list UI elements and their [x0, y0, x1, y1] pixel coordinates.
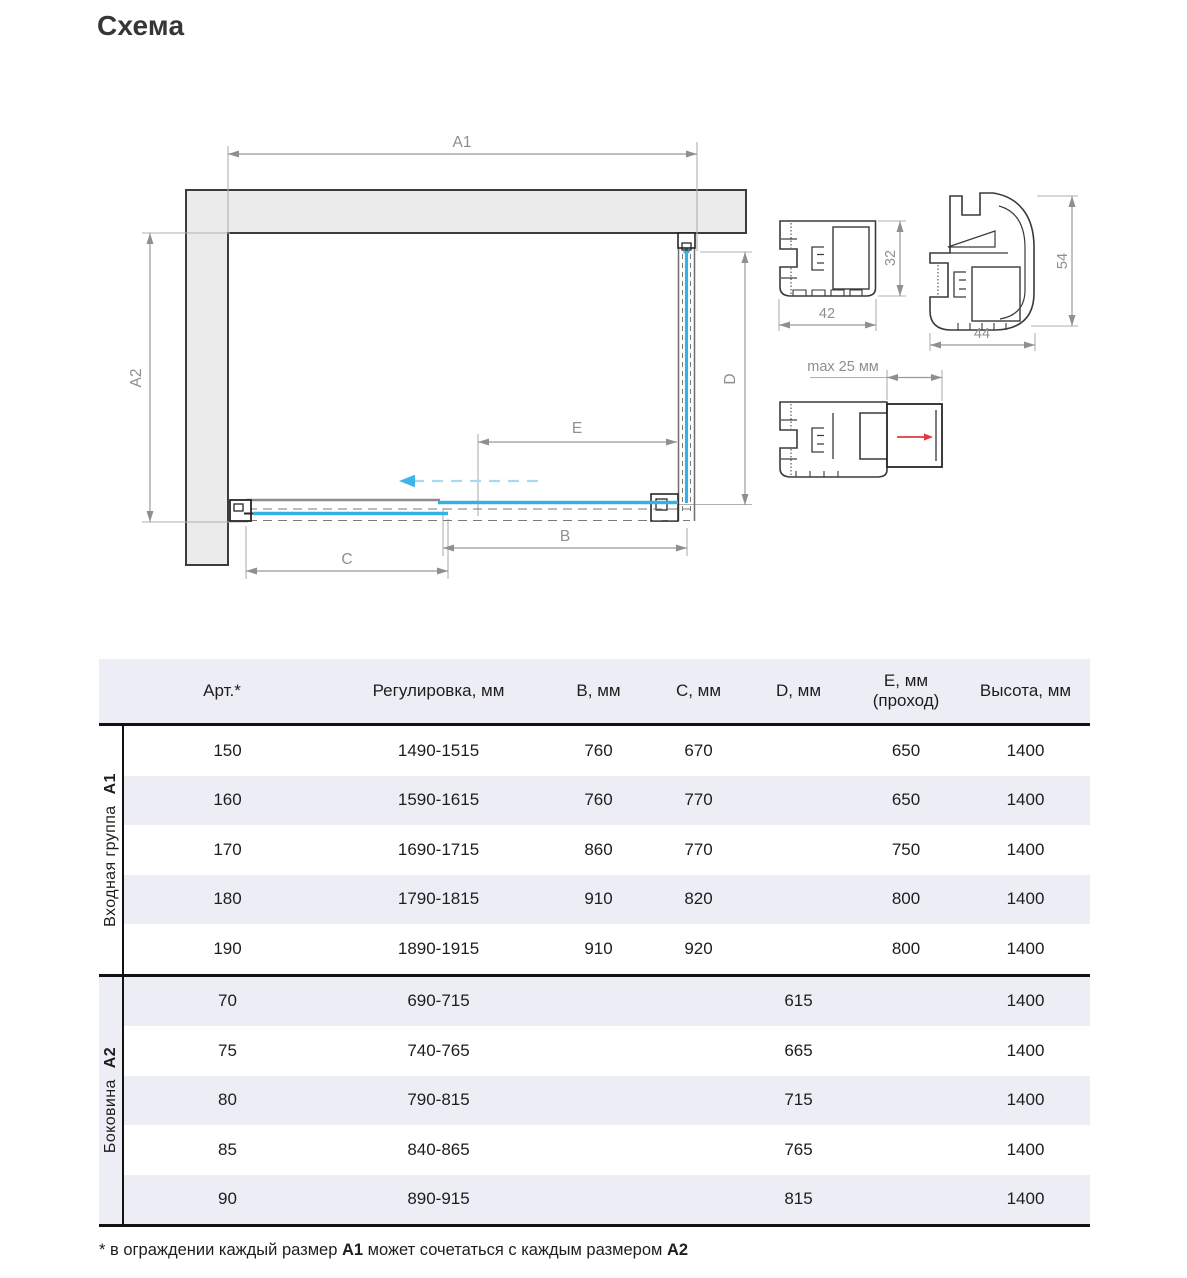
cell-b — [546, 1125, 651, 1175]
cell-e — [851, 1076, 961, 1126]
table-row — [99, 776, 1090, 826]
dim-label-54: 54 — [1055, 252, 1071, 270]
cell-art: 170 — [123, 825, 331, 875]
col-header-art: Арт.* — [99, 659, 331, 725]
group-label-code: A2 — [101, 1047, 119, 1069]
cell-e — [851, 1026, 961, 1076]
cell-reg: 890-915 — [407, 1189, 470, 1209]
cell-reg: 1690-1715 — [397, 839, 480, 859]
cell-e: 800 — [891, 938, 921, 958]
cell-height: 1400 — [1006, 740, 1045, 760]
cell-reg: 1590-1615 — [397, 790, 480, 810]
table-row — [99, 1026, 1090, 1076]
cell-c — [651, 1125, 746, 1175]
cell-art: 85 — [123, 1125, 331, 1175]
table-row — [99, 975, 1090, 1026]
cell-d — [746, 725, 851, 776]
cell-e — [851, 975, 961, 1026]
dim-label-d: D — [722, 373, 739, 385]
table-header — [99, 659, 1090, 725]
table-group-a1 — [99, 725, 1090, 976]
extension-insert — [887, 404, 942, 467]
cell-b: 760 — [584, 740, 613, 760]
cell-c — [651, 975, 746, 1026]
footnote-a1: A1 — [341, 1241, 364, 1259]
col-header-e-line1: E, мм — [883, 671, 929, 690]
dim-label-c: C — [341, 551, 353, 568]
cell-reg: 840-865 — [407, 1139, 470, 1159]
cell-c — [651, 1026, 746, 1076]
cell-height: 1400 — [1006, 790, 1045, 810]
cell-reg: 690-715 — [407, 991, 470, 1011]
cell-c — [651, 1076, 746, 1126]
cell-c: 770 — [684, 790, 713, 810]
cell-e — [851, 1125, 961, 1175]
cell-d — [746, 776, 851, 826]
cell-reg: 740-765 — [407, 1040, 470, 1060]
side-panel — [651, 233, 695, 521]
table-row — [99, 924, 1090, 975]
cell-b: 860 — [584, 839, 613, 859]
col-header-b: B, мм — [546, 659, 651, 725]
col-header-e-line2: (проход) — [872, 691, 940, 710]
cell-d: 715 — [784, 1090, 813, 1110]
cell-art: 160 — [123, 776, 331, 826]
cell-height: 1400 — [1006, 839, 1045, 859]
cell-reg: 1890-1915 — [397, 938, 480, 958]
footnote-text: может сочетаться с каждым размером — [363, 1241, 667, 1259]
cell-b — [546, 1026, 651, 1076]
cell-d — [746, 924, 851, 975]
dim-label-b: B — [559, 528, 571, 545]
cell-d: 815 — [784, 1189, 813, 1209]
cell-d — [746, 825, 851, 875]
cell-art: 75 — [123, 1026, 331, 1076]
slide-direction-arrow — [399, 475, 546, 487]
sliding-door-assembly — [230, 475, 690, 521]
extension-detail — [780, 359, 942, 477]
dim-label-a1: A1 — [452, 134, 472, 151]
dim-label-42: 42 — [818, 306, 836, 322]
spec-table — [99, 659, 1090, 1227]
cell-height: 1400 — [1006, 1139, 1045, 1159]
cell-d — [746, 875, 851, 925]
cell-height: 1400 — [1006, 991, 1045, 1011]
cell-c: 670 — [684, 740, 713, 760]
cell-b: 760 — [584, 790, 613, 810]
group-label-text: Входная группа — [101, 805, 119, 927]
table-row — [99, 825, 1090, 875]
table-row — [99, 1076, 1090, 1126]
cell-art: 80 — [123, 1076, 331, 1126]
cell-height: 1400 — [1006, 938, 1045, 958]
cell-b: 910 — [584, 938, 613, 958]
dim-label-44: 44 — [973, 326, 991, 342]
table-group-a2 — [99, 975, 1090, 1226]
col-header-reg: Регулировка, мм — [331, 659, 546, 725]
footnote-text: * в ограждении каждый размер — [99, 1241, 342, 1259]
cell-art: 150 — [123, 725, 331, 776]
cell-e: 800 — [891, 889, 921, 909]
page-title: Схема — [97, 10, 185, 41]
schematic-drawing — [0, 0, 1187, 635]
group-label-code: A1 — [101, 772, 119, 795]
table-row — [99, 1125, 1090, 1175]
col-header-d: D, мм — [746, 659, 851, 725]
cell-e: 750 — [891, 839, 921, 859]
dim-label-e: E — [571, 420, 583, 437]
cell-reg: 790-815 — [407, 1090, 470, 1110]
cell-reg: 1490-1515 — [397, 740, 480, 760]
cell-height: 1400 — [1006, 1189, 1045, 1209]
table-row — [99, 875, 1090, 925]
cell-art: 90 — [123, 1175, 331, 1226]
cell-c: 920 — [684, 938, 713, 958]
table-row — [99, 1175, 1090, 1226]
group-label-text: Боковина — [101, 1079, 119, 1154]
cell-b — [546, 975, 651, 1026]
dim-label-32: 32 — [883, 249, 899, 267]
cell-art: 180 — [123, 875, 331, 925]
cell-height: 1400 — [1006, 1040, 1045, 1060]
cell-b — [546, 1076, 651, 1126]
cell-c: 820 — [684, 889, 713, 909]
cell-art: 70 — [123, 975, 331, 1026]
corner-profile-section — [930, 193, 1078, 351]
cell-b — [546, 1175, 651, 1226]
cell-height: 1400 — [1006, 1090, 1045, 1110]
dim-label-a2: A2 — [128, 368, 145, 388]
cell-e: 650 — [891, 790, 921, 810]
col-header-e — [851, 659, 961, 725]
cell-d: 615 — [784, 991, 813, 1011]
cell-d: 665 — [784, 1040, 813, 1060]
cell-d: 765 — [784, 1139, 813, 1159]
footnote — [99, 1241, 688, 1260]
col-header-height: Высота, мм — [961, 659, 1090, 725]
col-header-c: C, мм — [651, 659, 746, 725]
cell-art: 190 — [123, 924, 331, 975]
cell-b: 910 — [584, 889, 613, 909]
dim-label-max25: max 25 мм — [807, 359, 879, 375]
cell-reg: 1790-1815 — [397, 889, 480, 909]
cell-c — [651, 1175, 746, 1226]
group-label-a2 — [99, 975, 123, 1226]
table-row — [99, 725, 1090, 776]
cell-e: 650 — [891, 740, 921, 760]
cell-e — [851, 1175, 961, 1226]
group-label-a1 — [99, 725, 123, 976]
footnote-a2: A2 — [666, 1241, 689, 1259]
cell-height: 1400 — [1006, 889, 1045, 909]
wall-profile-section — [779, 221, 906, 331]
cell-c: 770 — [684, 839, 713, 859]
